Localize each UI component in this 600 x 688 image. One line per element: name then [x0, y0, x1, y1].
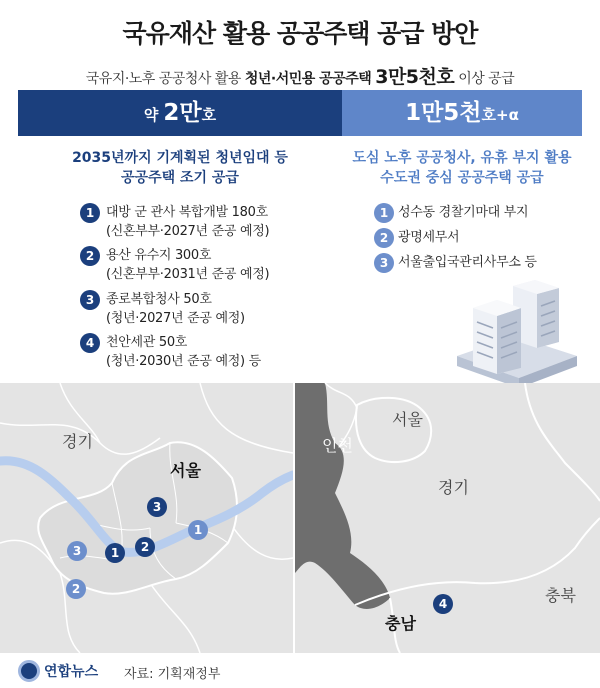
yonhap-logo — [18, 660, 98, 682]
yonhap-logo-icon — [18, 660, 40, 682]
left-band — [18, 90, 342, 136]
map-marker-seongsu: 1 — [188, 520, 208, 540]
subtitle-emphasis: 청년·서민용 공공주택 — [244, 71, 372, 87]
left-item-1 — [106, 203, 269, 241]
right-heading — [342, 148, 582, 188]
yonhap-logo-text: 연합뉴스 — [44, 664, 99, 680]
subtitle-suffix: 이상 공급 — [458, 71, 515, 87]
left-item-2-line1: 용산 유수지 300호 — [106, 248, 212, 263]
map-marker-cheonan: 4 — [433, 594, 453, 614]
right-item-3-number: 3 — [374, 253, 394, 273]
subtitle-count: 3만5천호 — [375, 66, 455, 88]
left-band-count: 2만 — [163, 100, 202, 126]
right-band-suffix: 호+α — [481, 106, 519, 124]
map-label-seoul-right: 서울 — [392, 410, 423, 429]
left-item-3 — [106, 290, 245, 328]
map-label-chungbuk: 충북 — [545, 586, 576, 605]
map-marker-jongno: 3 — [147, 497, 167, 517]
apartment-buildings-icon — [455, 278, 580, 390]
page-title: 국유재산 활용 공공주택 공급 방안 — [122, 19, 478, 48]
right-heading-line1: 도심 노후 공공청사, 유휴 부지 활용 — [352, 150, 572, 166]
left-item-3-line2: (청년·2027년 준공 예정) — [106, 311, 245, 326]
right-band-count: 1만5천 — [405, 100, 482, 126]
left-band-prefix: 약 — [143, 106, 159, 124]
map-marker-immigration: 3 — [67, 541, 87, 561]
right-item-3: 서울출입국관리사무소 등 — [398, 255, 537, 270]
map-marker-daebang: 1 — [105, 543, 125, 563]
left-heading-line2: 공공주택 조기 공급 — [121, 170, 239, 186]
map-marker-gwangmyeong: 2 — [66, 579, 86, 599]
left-item-4 — [106, 333, 261, 371]
map-label-gyeonggi-right: 경기 — [438, 478, 469, 497]
left-item-2 — [106, 246, 269, 284]
left-item-4-line1: 천안세관 50호 — [106, 335, 188, 350]
right-band — [342, 90, 582, 136]
left-item-2-line2: (신혼부부·2031년 준공 예정) — [106, 267, 270, 282]
right-item-2-number: 2 — [374, 228, 394, 248]
map-label-seoul-left: 서울 — [170, 461, 201, 480]
left-band-suffix: 호 — [201, 106, 217, 124]
seoul-map — [0, 383, 293, 653]
right-item-1: 성수동 경찰기마대 부지 — [398, 205, 529, 220]
left-item-1-number: 1 — [80, 203, 100, 223]
right-item-1-number: 1 — [374, 203, 394, 223]
right-heading-line2: 수도권 중심 공공주택 공급 — [380, 170, 544, 186]
left-item-4-line2: (청년·2030년 준공 예정) 등 — [106, 354, 261, 369]
left-item-3-number: 3 — [80, 290, 100, 310]
left-heading-line1: 2035년까지 기계획된 청년임대 등 — [72, 150, 288, 166]
subtitle-prefix: 국유지·노후 공공청사 활용 — [85, 71, 241, 87]
left-item-2-number: 2 — [80, 246, 100, 266]
right-item-2: 광명세무서 — [398, 230, 460, 245]
left-item-3-line1: 종로복합청사 50호 — [106, 292, 212, 307]
left-item-1-line2: (신혼부부·2027년 준공 예정) — [106, 224, 270, 239]
left-item-4-number: 4 — [80, 333, 100, 353]
map-label-gyeonggi-left: 경기 — [62, 432, 93, 451]
maps-area — [0, 383, 600, 653]
map-label-incheon: 인천 — [322, 436, 353, 455]
map-label-chungnam: 충남 — [385, 614, 416, 633]
map-marker-yongsan: 2 — [135, 537, 155, 557]
left-heading — [18, 148, 342, 188]
source-note: 자료: 기획재정부 — [124, 667, 221, 682]
page-subtitle — [0, 62, 600, 89]
left-item-1-line1: 대방 군 관사 복합개발 180호 — [106, 205, 268, 220]
